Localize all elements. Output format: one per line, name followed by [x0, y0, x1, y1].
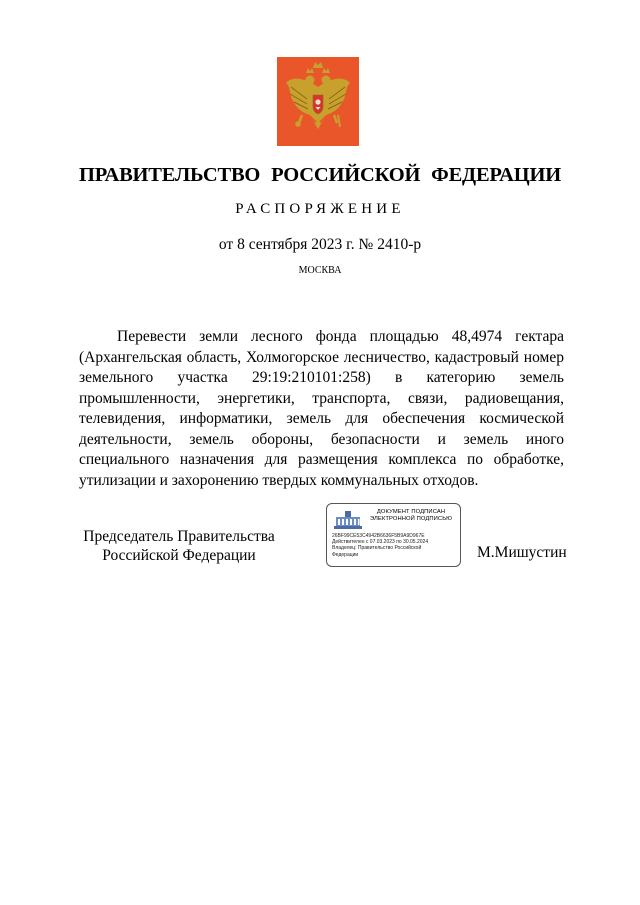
- document-title: ПРАВИТЕЛЬСТВО РОССИЙСКОЙ ФЕДЕРАЦИИ: [79, 164, 561, 186]
- body-paragraph: Перевести земли лесного фонда площадью 48,4974 гектара (Архангельская область, Холмогорское лесничество, кадастровый номер земельного участка 29:19:210101:258) в категорию земель промышленности, энергетики, транспорта, связи, радиовещания, телевидения, информатики, земель для обеспечения космической деятельности, земель обороны, безопасности и земель иного специального назначения для размещения комплекса по обработке, утилизации и захоронению твердых коммунальных отходов.: [79, 328, 564, 489]
- stamp-heading-line2: ЭЛЕКТРОННОЙ ПОДПИСЬЮ: [369, 516, 453, 522]
- signer-position-line1: Председатель Правительства: [83, 528, 275, 545]
- signer-position: [79, 527, 279, 565]
- stamp-owner-line2: Федерации: [332, 551, 359, 558]
- document-type: РАСПОРЯЖЕНИЕ: [235, 201, 405, 217]
- stamp-owner-line1: Владелец: Правительство Российской: [332, 545, 422, 552]
- stamp-heading-line1: ДОКУМЕНТ ПОДПИСАН: [376, 509, 446, 515]
- stamp-details: [332, 533, 458, 558]
- electronic-signature-stamp: [326, 503, 461, 567]
- stamp-validity: Действителен с 07.03.2023 по 30.05.2024: [332, 539, 429, 546]
- signer-name: М.Мишустин: [477, 544, 567, 561]
- government-building-icon: [333, 509, 363, 531]
- date-and-number: от 8 сентября 2023 г. № 2410-р: [218, 236, 422, 253]
- city: МОСКВА: [298, 265, 342, 276]
- coat-of-arms-icon: [277, 57, 359, 146]
- stamp-heading: [365, 509, 457, 523]
- stamp-certificate: 26BF99CE53C4942B6636F5B9A9D967E: [332, 533, 425, 539]
- signer-position-line2: Российской Федерации: [102, 547, 256, 564]
